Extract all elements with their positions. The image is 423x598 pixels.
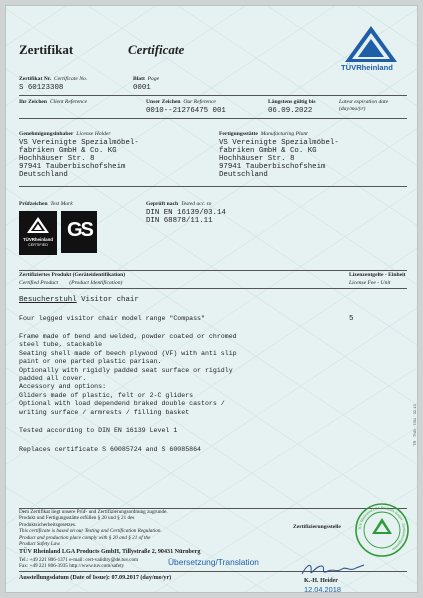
note-line: Produktsicherheitsgesetzes.: [19, 521, 77, 528]
our-ref-label: Unser Zeichen Our Reference: [146, 99, 216, 105]
gs-mark: [61, 211, 97, 253]
divider: [19, 118, 407, 119]
tuv-logo: [331, 24, 411, 76]
description-line: Seating shell made of beech plywood (VF) with anti slip: [19, 349, 237, 357]
holder-line: Deutschland: [19, 171, 68, 179]
logo-text: TÜVRheinland: [341, 63, 393, 72]
product-description: [19, 333, 237, 417]
model-line: Four legged visitor chair model range "Compass": [19, 315, 205, 322]
tuv-mark-caption: TÜVRheinland: [22, 237, 53, 242]
certificate-page: [5, 5, 418, 593]
holder-line: VS Vereinigte Spezialmöbel-: [19, 139, 139, 147]
expiry-label-en: Latest expiration date: [339, 99, 389, 105]
green-seal-stamp: [354, 502, 410, 558]
contact-line: Tel.: +49 221 806-1371 e-mail: cert-validity@de.tuv.com: [19, 557, 139, 563]
fee-label-en: License Fee - Unit: [349, 280, 391, 286]
cert-body-label: Zertifizierungsstelle: [293, 524, 341, 530]
holder-address: [19, 139, 139, 179]
tuv-certified-mark: [19, 211, 57, 255]
description-line: writing surface / armrests / filling basket: [19, 408, 190, 416]
cert-no-value: S 60123308: [19, 84, 64, 92]
fee-label: Lizenzentgelte - Einheit: [349, 272, 406, 278]
expiry-label: Längstens gültig bis: [268, 99, 316, 105]
title-de: Zertifikat: [19, 42, 74, 57]
tested-standard: DIN 68878/11.11: [146, 217, 213, 225]
holder-line: fabriken GmbH & Co. KG: [19, 147, 117, 155]
tested-standards: [146, 209, 226, 225]
contact-info: [19, 557, 138, 570]
our-ref-value: 0010--21276475 001: [146, 107, 226, 115]
note-line: Product and production place comply with § 20 and § 21 of the: [19, 534, 151, 541]
expiry-label-en2: (day/mo/yr): [339, 106, 366, 112]
plant-line: Deutschland: [219, 171, 268, 179]
product-label-en: Certified Product (Product Identification): [19, 280, 123, 286]
gs-text: GS: [67, 219, 92, 241]
plant-address: [219, 139, 339, 179]
description-line: Optionally with rigidly padded seat surface or rigidly: [19, 366, 233, 374]
signer-name: K.-H. Heider: [304, 578, 339, 584]
holder-label: Genehmigungsinhaber License Holder: [19, 131, 111, 137]
description-line: Optional with load dependend braked double castors /: [19, 400, 225, 408]
issue-date: [19, 575, 171, 581]
tested-label: Geprüft nach Tested acc. to: [146, 201, 212, 207]
cert-no-label: Zertifikat Nr. Certificate No.: [19, 76, 88, 82]
page-value: 0001: [133, 84, 151, 92]
description-line: padded all cover.: [19, 375, 87, 383]
divider: [19, 288, 407, 289]
product-title: [19, 296, 139, 304]
note-line: This certificate is based on our Testing and Certification Regulation.: [19, 528, 162, 535]
plant-line: 97941 Tauberbischofsheim: [219, 163, 326, 171]
contact-line: Fax: +49 221 806-3935 http://www.tuv.com/safety: [19, 563, 125, 570]
note-line: Produkt und Fertigungsstätte erfüllen § 20 und § 21 des: [19, 515, 135, 522]
tested-line: Tested according to DIN EN 16139 Level 1: [19, 427, 178, 434]
description-line: Frame made of bend and welded, powder coated or chromed: [19, 333, 237, 340]
plant-line: fabriken GmbH & Co. KG: [219, 147, 317, 155]
product-title-de: Besucherstuhl: [19, 296, 77, 304]
signature-date: 12.04.2018: [304, 585, 341, 593]
tuv-mark-sub: CERTIFIED: [28, 243, 48, 247]
replaces-line: Replaces certificate S 60085724 and S 60085864: [19, 446, 202, 453]
description-line: Gliders made of plastic, felt or 2-C gliders: [19, 391, 194, 399]
product-title-en: Visitor chair: [81, 296, 139, 304]
translation-stamp: Übersetzung/Translation: [168, 557, 259, 567]
page-label: Blatt Page: [133, 76, 160, 82]
side-form-code: TR · TNB · 7/01 · 02.13: [412, 404, 417, 446]
title-en: Certificate: [128, 42, 185, 57]
description-line: Accessory and options:: [19, 383, 107, 391]
description-line: steel tube, stackable: [19, 341, 103, 349]
seal-text: TÜV Rheinland LGA Products GmbH · Zertifizierungsstelle: [357, 505, 407, 552]
plant-line: VS Vereinigte Spezialmöbel-: [219, 139, 339, 147]
client-ref-label: Ihr Zeichen Client Reference: [19, 99, 88, 105]
tested-standard: DIN EN 16139/03.14: [146, 209, 226, 217]
note-line: Product Safety Law.: [19, 541, 61, 548]
regulation-note: [19, 509, 168, 547]
product-label: Zertifiziertes Produkt (Geräteidentifikation): [19, 272, 126, 278]
expiry-value: 06.09.2022: [268, 107, 313, 115]
description-line: paint or one parted plastic parisan.: [19, 358, 162, 366]
tuv-triangle-icon: [331, 24, 411, 64]
holder-line: Hochhäuser Str. 8: [19, 155, 95, 163]
testmark-label: Prüfzeichen Test Mark: [19, 201, 73, 207]
issue-value: 07.09.2017 (day/mo/yr): [111, 575, 172, 581]
holder-line: 97941 Tauberbischofsheim: [19, 163, 126, 171]
issue-label: Ausstellungsdatum (Date of Issue):: [19, 575, 110, 581]
handwritten-signature: [298, 559, 368, 579]
divider: [19, 186, 407, 187]
divider: [19, 270, 407, 271]
plant-line: Hochhäuser Str. 8: [219, 155, 295, 163]
company-line: TÜV Rheinland LGA Products GmbH, Tillystraße 2, 90431 Nürnberg: [19, 549, 201, 555]
divider: [19, 95, 407, 96]
plant-label: Fertigungsstätte Manufacturing Plant: [219, 131, 308, 137]
fee-value: 5: [349, 315, 354, 323]
tuv-mark-icon: [26, 216, 50, 234]
note-line: Dem Zertifikat liegt unsere Prüf- und Zertifizierungsordnung zugrunde.: [19, 509, 168, 515]
